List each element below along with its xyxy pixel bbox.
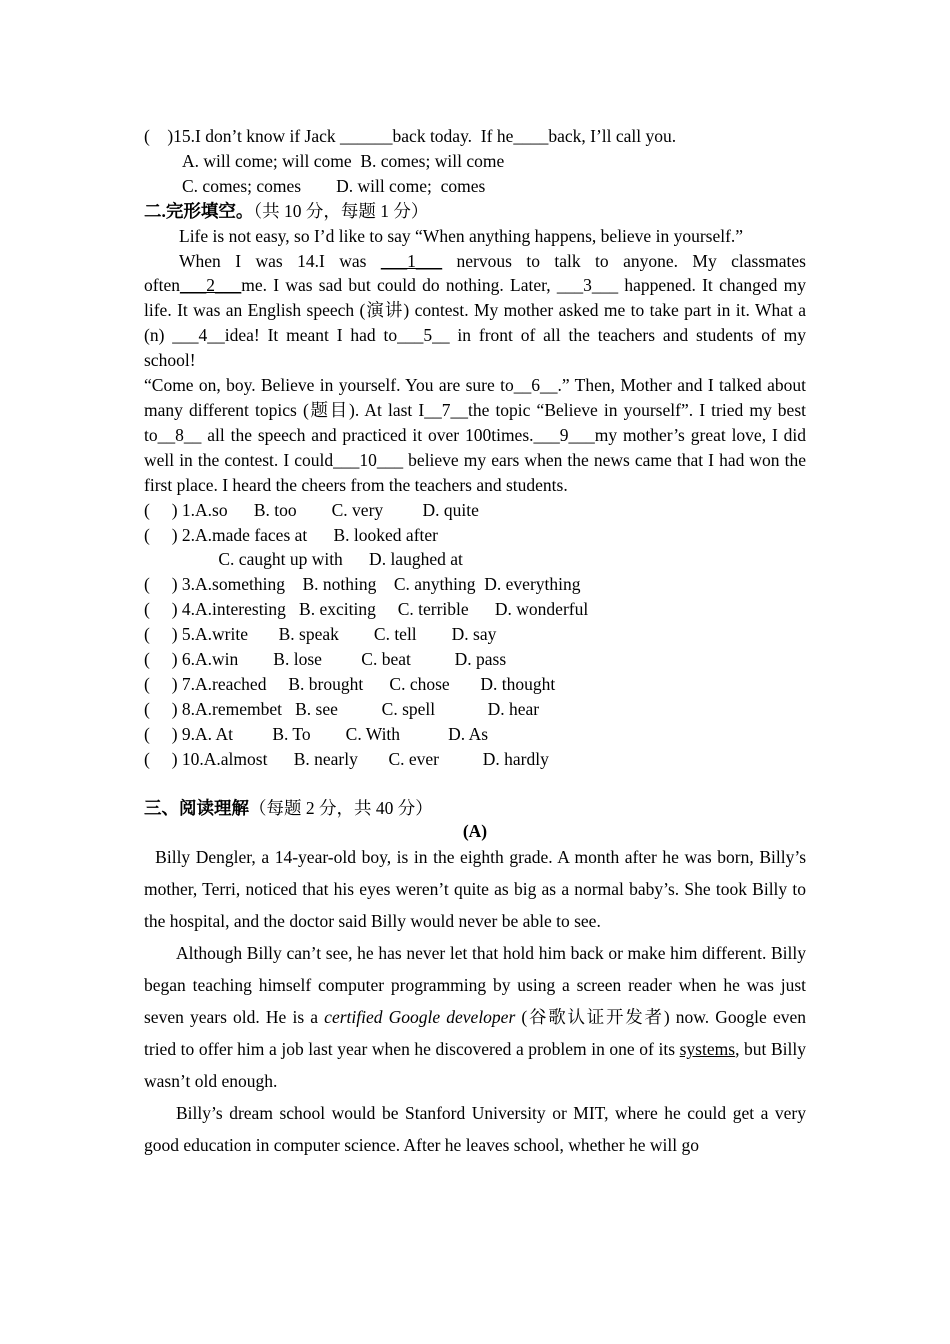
section-spacer [144,772,806,796]
cloze-heading-title: 二.完形填空。 [144,200,254,221]
cloze-option-row-9: ( ) 9.A. At B. To C. With D. As [144,723,489,744]
reading-p2-text-a: Although Billy can’t see, he has never let that hold him back or make him different. Billy began teaching himself computer programming by using a screen reader when he was just seven years old. He is a [144,943,806,1027]
cloze-heading-note: （共 10 分，每题 1 分） [253,200,429,221]
cloze-option-row-2: ( ) 2.A.made faces at B. looked after [144,524,438,545]
cloze-paragraph-2: “Come on, boy. Believe in yourself. You are sure to__6__.” Then, Mother and I talked about many different topics (题目). At last I__7__the topic “Believe in yourself”. I tried my best to__8__ all the speech and practiced it over 100times.___9___my mother’s great love, I did well in the contest. I could___10___ believe my ears when the news came that I had won the first place. I heard the cheers from the teachers and students. [144,375,806,495]
cloze-intro: Life is not easy, so I’d like to say “When anything happens, believe in yourself.” [179,225,744,246]
reading-paragraph-3: Billy’s dream school would be Stanford University or MIT, where he could get a very good education in computer science. After he leaves school, whether he will go [144,1102,806,1155]
cloze-option-row-2b: C. caught up with D. laughed at [144,549,463,570]
cloze-p1-text-a: When I was 14.I was [179,250,381,271]
reading-p2-underlined-word: systems [679,1038,736,1059]
cloze-blank-2: ___2___ [179,275,242,296]
cloze-section-heading [144,199,806,224]
exam-page [144,124,811,1162]
cloze-option-row-6: ( ) 6.A.win B. lose C. beat D. pass [144,649,507,670]
question-15-options-cd: C. comes; comes D. will come; comes [182,175,486,196]
cloze-option-row-4: ( ) 4.A.interesting B. exciting C. terrible D. wonderful [144,599,589,620]
reading-p2-emphasis: certified Google developer [324,1007,516,1027]
passage-a-label: (A) [462,821,488,842]
reading-heading-title: 三、阅读理解 [144,797,249,818]
reading-p2-text-b: (谷歌认证开发者) now. Google even tried to offer him a job last year when he discovered a problem in one of its [144,1007,806,1059]
cloze-paragraph-1 [144,249,806,374]
reading-section-heading [144,796,806,821]
cloze-blank-1: ___1___ [380,250,443,271]
cloze-option-row-3: ( ) 3.A.something B. nothing C. anything D. everything [144,574,581,595]
cloze-options-list [144,498,806,772]
reading-paragraph-2 [144,938,806,1098]
cloze-p1-text-b: nervous to talk to anyone. My classmates often [144,250,806,296]
cloze-option-row-8: ( ) 8.A.remembet B. see C. spell D. hear [144,698,540,719]
reading-paragraph-1: Billy Dengler, a 14-year-old boy, is in the eighth grade. A month after he was born, Billy’s mother, Terri, noticed that his eyes weren’t quite as big as a normal baby’s. She took Billy to the hospital, and the doctor said Billy would never be able to see. [144,847,811,932]
cloze-option-row-7: ( ) 7.A.reached B. brought C. chose D. thought [144,673,556,694]
reading-p2-text-c: , but Billy wasn’t old enough. [144,1038,807,1091]
cloze-p1-text-c: me. I was sad but could do nothing. Later, ___3___ happened. It changed my life. It was an English speech (演讲) contest. My mother asked me to take part in it. What a (n) ___4__idea! It meant I had to___5__ in front of all the teachers and students of my school! [144,275,806,371]
question-15-stem: ( )15.I don’t know if Jack ______back today. If he____back, I’ll call you. [144,126,677,146]
reading-heading-note: （每题 2 分，共 40 分） [249,797,433,818]
cloze-option-row-1: ( ) 1.A.so B. too C. very D. quite [144,499,479,520]
question-15-options-ab: A. will come; will come B. comes; will come [182,150,505,171]
cloze-option-row-5: ( ) 5.A.write B. speak C. tell D. say [144,624,497,645]
cloze-option-row-10: ( ) 10.A.almost B. nearly C. ever D. hardly [144,748,549,769]
